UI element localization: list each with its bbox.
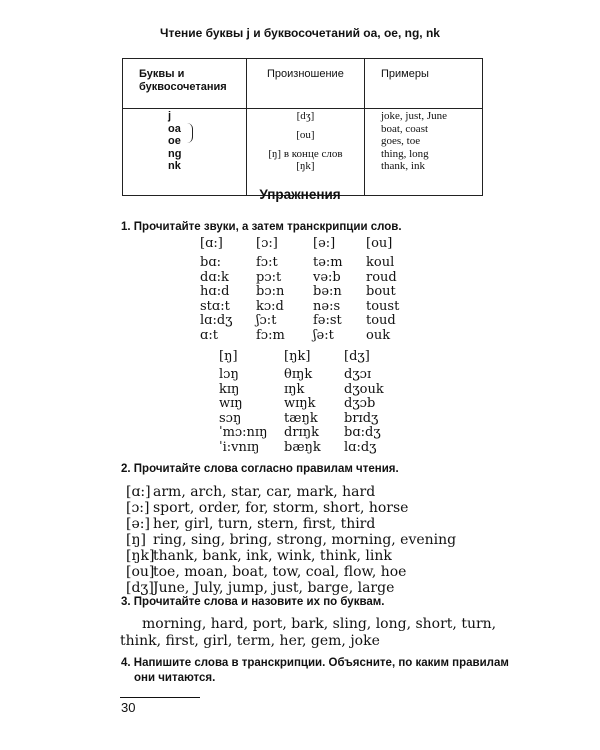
example-cell: goes, toe [380, 135, 421, 147]
ex2-row [126, 500, 408, 516]
transcription-word: ouk [366, 327, 391, 343]
ex4-instruction-cont: они читаются. [134, 672, 216, 684]
ex2-words: thank, bank, ink, wink, think, link [153, 548, 392, 564]
transcription-word: fɔ:t [256, 255, 278, 270]
transcription-word: ɑ:t [200, 327, 218, 343]
table-caption: Чтение буквы j и буквосочетаний oa, oe, ng, nk [160, 26, 440, 40]
consonant-column [219, 368, 267, 456]
transcription-word: brɪdʒ [344, 410, 379, 426]
transcription-word: toust [366, 298, 400, 314]
transcription-word: bɑ:dʒ [344, 425, 381, 441]
pronunciation-cell: [ŋk] [296, 160, 315, 172]
pronunciation-cell: [ŋ] в конце слов [268, 147, 343, 160]
transcription-word: kɔ:d [256, 298, 284, 314]
page-number: 30 [121, 700, 136, 715]
transcription-word: bæŋk [284, 439, 321, 455]
vowel-column [366, 256, 399, 344]
pronunciation-column [247, 109, 364, 173]
transcription-word: dʒɔb [344, 396, 376, 412]
ex2-sound: [ou] [126, 564, 155, 580]
transcription-word: drɪŋk [284, 425, 319, 441]
transcription-word: sɔŋ [219, 410, 242, 426]
transcription-word: lɑ:dʒ [344, 439, 377, 455]
ex2-sound: [ŋ] [126, 532, 146, 548]
ex2-row [126, 564, 406, 580]
transcription-word: bə:n [313, 284, 342, 300]
transcription-word: ˈi:vnɪŋ [219, 439, 260, 455]
transcription-word: pɔ:t [256, 269, 282, 285]
consonant-sound-header: [ŋ] [219, 349, 238, 364]
ex2-sound: [dʒ] [126, 580, 154, 596]
ex2-instruction: 2. Прочитайте слова согласно правилам чтения. [121, 463, 399, 475]
brace-shape [187, 123, 193, 143]
transcription-word: bɔ:n [256, 284, 285, 300]
transcription-word: tæŋk [284, 410, 318, 426]
section-title: Упражнения [259, 187, 341, 202]
vowel-sound-header: [ɔ:] [256, 236, 278, 251]
example-cell: joke, just, June [380, 110, 447, 122]
ex2-row [126, 516, 375, 532]
transcription-word: θɪŋk [284, 367, 313, 382]
ex2-row [126, 484, 375, 500]
ex2-words: toe, moan, boat, tow, coal, flow, hoe [153, 564, 407, 580]
transcription-word: ˈmɔ:nɪŋ [219, 425, 268, 441]
transcription-word: lɑ:dʒ [200, 313, 233, 329]
transcription-word: və:b [313, 269, 341, 285]
ex2-sound: [ŋk] [126, 548, 155, 564]
transcription-word: ʃə:t [313, 327, 334, 343]
transcription-word: hɑ:d [200, 284, 230, 300]
examples-column [365, 109, 482, 173]
transcription-word: fə:st [313, 313, 342, 329]
ex3-text: morning, hard, port, bark, sling, long, short, turn, think, first, girl, term, her, gem, joke [120, 616, 497, 649]
vowel-sound-header: [ɑ:] [200, 236, 223, 251]
pronunciation-cell: [dʒ] [296, 110, 315, 122]
example-cell: thank, ink [380, 160, 425, 172]
vowel-column [313, 256, 343, 344]
ex2-sound: [ə:] [126, 516, 150, 532]
header-pronunciation: Произношение [246, 59, 364, 109]
ex2-sound: [ɑ:] [126, 484, 151, 500]
vowel-sound-header: [ə:] [313, 236, 336, 251]
header-examples: Примеры [364, 59, 482, 109]
consonant-column [344, 368, 384, 456]
pronunciation-cell: [ou] [296, 128, 315, 141]
ex2-row [126, 548, 392, 564]
vowel-column [256, 256, 285, 344]
letter-cell: oe [168, 135, 181, 147]
ex2-row [126, 532, 456, 548]
transcription-word: wɪŋk [284, 396, 316, 412]
ex2-words: arm, arch, star, car, mark, hard [153, 484, 376, 500]
vowel-sound-header: [ou] [366, 236, 393, 251]
ex4-instruction: 4. Напишите слова в транскрипции. Объясните, по каким правилам [121, 657, 509, 669]
letter-cell: oa [168, 122, 181, 135]
ex3-instruction: 3. Прочитайте слова и назовите их по буквам. [121, 596, 385, 608]
transcription-word: bout [366, 284, 396, 300]
consonant-column [284, 368, 321, 456]
footnote-rule [120, 697, 200, 698]
transcription-word: lɔŋ [219, 367, 239, 382]
ex2-words: June, July, jump, just, barge, large [153, 580, 395, 596]
vowel-column [200, 256, 233, 344]
ex2-words: sport, order, for, storm, short, horse [153, 500, 409, 516]
transcription-word: dʒɔɪ [344, 367, 372, 382]
transcription-word: nə:s [313, 298, 341, 314]
letter-cell: ng [168, 147, 182, 160]
ex2-sound: [ɔ:] [126, 500, 150, 516]
transcription-word: roud [366, 269, 397, 285]
ex1-instruction: 1. Прочитайте звуки, а затем транскрипции слов. [121, 221, 402, 233]
letters-column [123, 109, 246, 173]
transcription-word: koul [366, 255, 395, 270]
transcription-word: fɔ:m [256, 327, 285, 343]
ex2-words: her, girl, turn, stern, first, third [153, 516, 376, 532]
transcription-word: wɪŋ [219, 396, 243, 412]
example-cell: boat, coast [380, 122, 429, 135]
consonant-sound-header: [ŋk] [284, 349, 311, 364]
letter-cell: j [168, 110, 172, 122]
transcription-word: dʒouk [344, 381, 384, 397]
consonant-sound-header: [dʒ] [344, 349, 370, 364]
transcription-word: tə:m [313, 255, 343, 270]
ex2-row [126, 580, 394, 596]
transcription-word: toud [366, 313, 396, 329]
reading-rules-table [122, 58, 483, 196]
ex2-words: ring, sing, bring, strong, morning, evening [153, 532, 457, 548]
header-letters: Буквы и буквосочетания [123, 59, 247, 109]
transcription-word: stɑ:t [200, 298, 230, 314]
transcription-word: ʃɔ:t [256, 313, 277, 329]
transcription-word: kɪŋ [219, 381, 240, 397]
transcription-word: bɑ: [200, 255, 222, 270]
letter-cell: nk [168, 160, 181, 172]
transcription-word: dɑ:k [200, 269, 229, 285]
transcription-word: ɪŋk [284, 381, 305, 397]
example-cell: thing, long [380, 147, 429, 160]
